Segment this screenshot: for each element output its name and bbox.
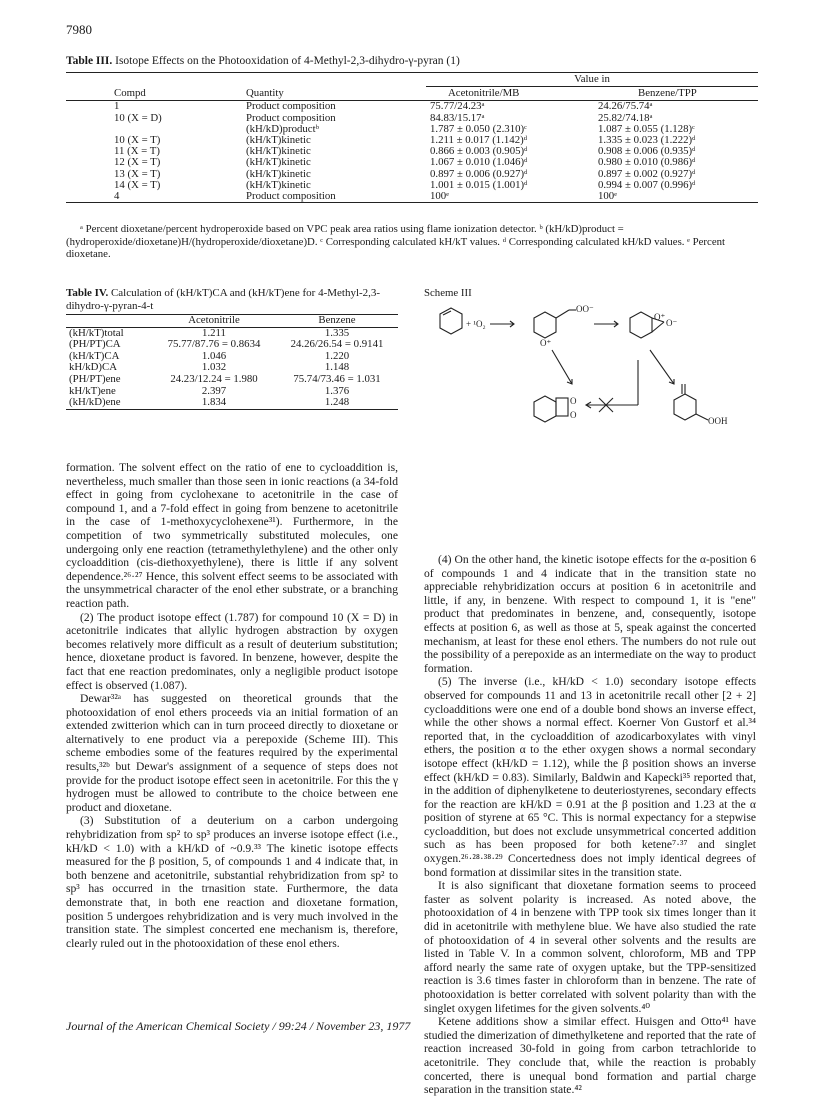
table3-col-benz: Benzene/TPP xyxy=(638,87,697,100)
left-paragraph: formation. The solvent effect on the ratio of ene to cycloaddition is, nevertheless, much smaller than those seen in ionic reactions (a 34-fold effect in going from cyclohexane to acetonitrile in the case of compound 1, and a 7-fold effect in going from benzene to acetonitrile in the case of 1-methoxycyclohexene³¹). Furthermore, in the competition of two symmetrically substituted molecules, one undergoing only ene reaction (tetramethylethylene) and the other only cycloaddition (cis-diethoxyethylene), there is little if any solvent dependence.²⁶·²⁷ Hence, this solvent effect seems to be associated with the unsymmetrical character of the enol ether substrate, or a branching reaction path. xyxy=(66,461,398,610)
table3 xyxy=(66,72,758,203)
table4-cell-quantity: kH/kT)ene xyxy=(69,384,116,397)
table3-cell-benz: 0.908 ± 0.006 (0.935)ᵈ xyxy=(598,145,696,158)
journal-footer: Journal of the American Chemical Society / 99:24 / November 23, 1977 xyxy=(66,1019,411,1033)
scheme-label: Scheme III xyxy=(424,287,472,299)
ring-zwitterion xyxy=(534,312,556,338)
ring-perepoxide xyxy=(630,312,652,338)
table3-cell-compd: 11 (X = T) xyxy=(114,145,160,158)
ring-dioxetane xyxy=(534,396,556,422)
table4-cell-acn: 1.032 xyxy=(201,361,227,374)
table3-cell-benz: 100ᵉ xyxy=(598,190,617,203)
right-paragraph: It is also significant that dioxetane formation seems to proceed faster as solvent polarity is increased. As noted above, the photooxidation of 4 in benzene with TPP took six times longer than it did in acetonitrile with methylene blue. We have also studied the rate of photooxidation of 4 in several other solvents and the results are listed in Table V. In a common solvent, chloroform, MB and TPP afford nearly the same rate of oxygen uptake, but the TPP-sensitized reaction is 3.6 times faster in chloroform than in benzene. The rate of photooxidation is better correlated with solvent polarity than with the singlet oxygen lifetimes for the given solvents.⁴⁰ xyxy=(424,879,756,1015)
table3-cell-compd: 4 xyxy=(114,190,120,203)
table3-row xyxy=(66,191,758,203)
table3-cell-acn: 1.211 ± 0.017 (1.142)ᵈ xyxy=(430,134,528,147)
table3-col-compd: Compd xyxy=(114,86,146,99)
table3-cell-benz: 1.335 ± 0.023 (1.222)ᵈ xyxy=(598,134,696,147)
table4-label: Table IV. xyxy=(66,287,109,299)
table3-caption xyxy=(66,55,756,67)
scheme-o-2: O xyxy=(570,410,577,420)
scheme-oo-minus: OO⁻ xyxy=(576,304,594,314)
table3-cell-quantity: (kH/kT)kinetic xyxy=(246,134,311,147)
table4-cell-acn: 75.77/87.76 = 0.8634 xyxy=(167,338,261,351)
table3-cell-acn: 84.83/15.17ᵃ xyxy=(430,111,485,124)
table3-cell-acn: 0.897 ± 0.006 (0.927)ᵈ xyxy=(430,167,528,180)
table4-cell-quantity: (PH/PT)ene xyxy=(69,372,121,385)
table3-cell-acn: 0.866 ± 0.003 (0.905)ᵈ xyxy=(430,145,528,158)
table4-cell-quantity: (PH/PT)CA xyxy=(69,338,121,351)
table3-cell-quantity: (kH/kT)kinetic xyxy=(246,178,311,191)
table3-cell-acn: 100ᵉ xyxy=(430,190,449,203)
table4-row xyxy=(66,397,398,409)
table4-cell-acn: 1.834 xyxy=(201,396,227,409)
table3-cell-quantity: (kH/kT)kinetic xyxy=(246,145,311,158)
table4-row xyxy=(66,374,398,386)
table3-cell-benz: 0.980 ± 0.010 (0.986)ᵈ xyxy=(598,156,696,169)
table4-cell-benz: 1.148 xyxy=(324,361,350,374)
table4-caption xyxy=(66,287,396,312)
scheme-o-minus: O⁻ xyxy=(666,318,678,328)
table4-cell-benz: 1.335 xyxy=(324,326,350,339)
table3-cell-compd: 10 (X = D) xyxy=(114,111,162,124)
table4 xyxy=(66,314,398,410)
table3-cell-compd: 13 (X = T) xyxy=(114,167,161,180)
left-paragraph: (2) The product isotope effect (1.787) for compound 10 (X = D) in acetonitrile indicates that allylic hydrogen abstraction by oxygen becomes relatively more difficult as a result of deuterium substitution; hence, dioxetane product is favored. In benzene, however, despite the fact that ene reaction predominates, only a negligible product isotope effect is observed (1.087). xyxy=(66,610,398,692)
right-paragraph: (5) The inverse (i.e., kH/kD < 1.0) secondary isotope effects observed for compounds 11 and 13 in acetonitrile recall other [2 + 2] cycloadditions were one end of a double bond shows an inverse effect, while the other shows a normal effect. Koerner Von Gustorf et al.³⁴ reported that, in the cycloaddition of azodicarboxylates with vinyl ethers, the position α to the ether oxygen shows a normal secondary isotope effect (kH/kD = 1.12), while the β position shows an inverse effect (kH/kD = 0.83). Similarly, Baldwin and Kapecki³⁵ reported that, in the addition of diphenylketene to deuteriostyrenes, secondary effects for the reaction are kH/kD = 0.91 at the β position and 1.23 at the α position of styrene at 65 °C. This is normal expectancy for a stepwise cycloaddition, but does not exclude unsymmetrical concerted addition such as has been proposed for both ketene⁷·³⁷ and singlet oxygen.²⁶·²⁸·³⁸·²⁹ Concertedness does not imply identical degrees of bond formation at dissimilar sites in the transition state. xyxy=(424,675,756,879)
column-right xyxy=(424,553,756,1097)
table4-cell-benz: 1.376 xyxy=(324,384,350,397)
table4-col-benz: Benzene xyxy=(318,314,356,326)
column-left xyxy=(66,461,398,950)
table3-cell-quantity: Product composition xyxy=(246,111,336,124)
table3-cell-compd: 1 xyxy=(114,100,120,113)
table4-title: Calculation of (kH/kT)CA and (kH/kT)ene for 4-Methyl-2,3-dihydro-γ-pyran-4-t xyxy=(66,287,381,312)
table4-cell-quantity: (kH/kD)ene xyxy=(69,396,121,409)
table3-footnote: ᵃ Percent dioxetane/percent hydroperoxide based on VPC peak area ratios using flame ionization detector. ᵇ (kH/kD)product = (hydroperoxide/dioxetane)H/(hydroperoxide/dioxetane)D. ᶜ Corresponding calculated kH/kT values. ᵈ Corresponding calculated kH/kD values. ᵉ Percent dioxetane. xyxy=(66,223,726,260)
table4-cell-quantity: (kH/kT)CA xyxy=(69,349,120,362)
table4-cell-acn: 1.046 xyxy=(201,349,227,362)
table3-cell-benz: 0.994 ± 0.007 (0.996)ᵈ xyxy=(598,178,696,191)
right-paragraph: Ketene additions show a similar effect. Huisgen and Otto⁴¹ have studied the dimerization of dimethylketene and reported that the rate of reaction increased 30-fold in going from carbon tetrachloride to acetonitrile. They conclude that, while the reaction is probably concerted, there is unequal bond formation and partial charge separation in the transition state.⁴² xyxy=(424,1015,756,1097)
table3-col-quantity: Quantity xyxy=(246,86,284,99)
table3-valuein: Value in xyxy=(426,73,758,87)
table4-cell-quantity: kH/kD)CA xyxy=(69,361,117,374)
table4-cell-benz: 75.74/73.46 = 1.031 xyxy=(293,372,381,385)
table3-cell-compd: 12 (X = T) xyxy=(114,156,161,169)
table4-cell-benz: 1.220 xyxy=(324,349,350,362)
scheme-diagram xyxy=(424,300,756,450)
table3-cell-acn: 1.787 ± 0.050 (2.310)ᶜ xyxy=(430,122,527,135)
table3-cell-quantity: (kH/kD)productᵇ xyxy=(246,122,319,135)
table3-cell-quantity: (kH/kT)kinetic xyxy=(246,167,311,180)
table4-col-acn: Acetonitrile xyxy=(188,314,240,326)
table3-cell-compd: 10 (X = T) xyxy=(114,134,161,147)
scheme-o2: + ¹O₂ xyxy=(466,319,486,329)
table4-cell-acn: 24.23/12.24 = 1.980 xyxy=(170,372,258,385)
table3-col-acn: Acetonitrile/MB xyxy=(448,87,520,100)
table4-cell-benz: 24.26/26.54 = 0.9141 xyxy=(290,338,384,351)
table3-cell-benz: 25.82/74.18ᵃ xyxy=(598,111,653,124)
scheme-o-plus-1: O⁺ xyxy=(540,338,552,348)
table3-row xyxy=(66,157,758,168)
ring-ene-product xyxy=(674,394,696,420)
table3-cell-compd: 14 (X = T) xyxy=(114,178,161,191)
table4-cell-acn: 1.211 xyxy=(202,326,226,339)
table3-cell-acn: 1.067 ± 0.010 (1.046)ᵈ xyxy=(430,156,528,169)
table3-cell-benz: 24.26/75.74ᵃ xyxy=(598,100,653,113)
left-paragraph: Dewar³²ᵃ has suggested on theoretical grounds that the photooxidation of enol ethers proceeds via an initial formation of an extended zwitterion which can in turn proceed directly to dioxetane or alternatively to ene product via a perepoxide (Scheme III). This scheme embodies some of the features required by the experimental results,³²ᵇ but Dewar's assignment of a sequence of steps does not provide for the product isotope effect seen in acetonitrile. For this the γ hydrogen must be allowed to contribute to the choice between ene product and dioxetane. xyxy=(66,692,398,814)
ring-reactant xyxy=(440,308,462,334)
page-number: 7980 xyxy=(66,22,92,37)
scheme-o-plus-2: O⁺ xyxy=(654,312,666,322)
table3-label: Table III. xyxy=(66,55,113,67)
table3-cell-acn: 1.001 ± 0.015 (1.001)ᵈ xyxy=(430,178,528,191)
table3-cell-quantity: Product composition xyxy=(246,100,336,113)
table3-row xyxy=(66,180,758,191)
scheme-ooh: OOH xyxy=(708,416,728,426)
table3-cell-acn: 75.77/24.23ᵃ xyxy=(430,100,485,113)
right-paragraph: (4) On the other hand, the kinetic isotope effects for the α-position 6 of compounds 1 and 4 indicate that in the transition state no appreciable rehybridization occurs at position 6 in acetonitrile and little, if any, in benzene. With respect to compound 1, it is "ene" product that predominates in benzene, and, consequently, isotope effects at position 6, as well as those at 5, speak against the concerted mechanism, at least for these enol ethers. The numbers do not rule out the possibility of a perepoxide as an intermediate on the way to product formation. xyxy=(424,553,756,675)
table3-row xyxy=(66,101,758,113)
table4-cell-acn: 2.397 xyxy=(201,384,227,397)
scheme-o-1: O xyxy=(570,396,577,406)
table4-cell-benz: 1.248 xyxy=(324,396,350,409)
table3-cell-quantity: Product composition xyxy=(246,190,336,203)
table3-cell-benz: 0.897 ± 0.002 (0.927)ᵈ xyxy=(598,167,696,180)
table3-cell-quantity: (kH/kT)kinetic xyxy=(246,156,311,169)
table4-cell-quantity: (kH/kT)total xyxy=(69,326,124,339)
left-paragraph: (3) Substitution of a deuterium on a carbon undergoing rehybridization from sp² to sp³ produces an inverse isotope effect (i.e., kH/kD < 1.0) with a kH/kD of ~0.9.³³ The kinetic isotope effects measured for the β position, 5, of compounds 1 and 4 indicate that, in both benzene and acetonitrile, substantial rehybridization from sp² to sp³ has occurred in the trnasition state. Furthermore, the data demonstrate that, in both ene reaction and dioxetane formation, position 5 undergoes rehybridization and is very much involved in the transition state. The simplest concerted ene mechanism is, therefore, clearly ruled out in the photooxidation of these enol ethers. xyxy=(66,814,398,950)
table3-cell-benz: 1.087 ± 0.055 (1.128)ᶜ xyxy=(598,122,695,135)
table3-title: Isotope Effects on the Photooxidation of 4-Methyl-2,3-dihydro-γ-pyran (1) xyxy=(115,55,460,67)
